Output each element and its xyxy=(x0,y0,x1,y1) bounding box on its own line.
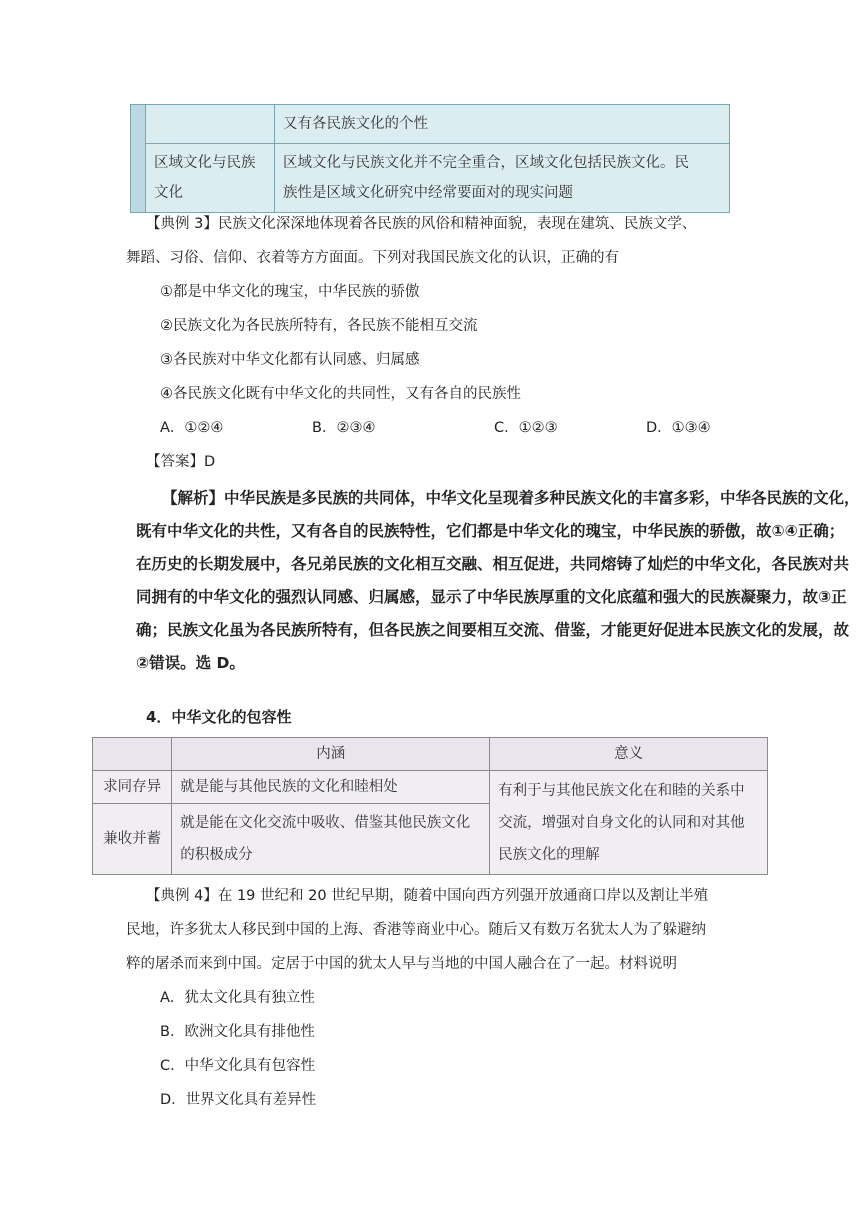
table-row xyxy=(131,144,730,213)
analysis-line: ②错误。选 D。 xyxy=(136,654,245,672)
label-line: 文化 xyxy=(154,185,183,201)
table-cell-content xyxy=(172,804,490,875)
example4-stem-line: 【典例 4】在 19 世纪和 20 世纪早期，随着中国向西方列强开放通商口岸以及割让半殖 xyxy=(146,888,709,904)
content-line: 就是能在文化交流中吸收、借鉴其他民族文化 xyxy=(180,815,471,831)
inclusiveness-table xyxy=(92,737,768,875)
example3-item: ①都是中华文化的瑰宝，中华民族的骄傲 xyxy=(160,284,420,300)
example4-stem-line: 民地，许多犹太人移民到中国的上海、香港等商业中心。随后又有数万名犹太人为了躲避纳 xyxy=(126,922,706,938)
example4-option-a: A．犹太文化具有独立性 xyxy=(160,990,315,1006)
table-cell-label: 求同存异 xyxy=(93,771,172,804)
regional-culture-table xyxy=(130,104,730,213)
content-line: 族性是区域文化研究中经常要面对的现实问题 xyxy=(283,185,573,201)
example3-option-d: D．①③④ xyxy=(646,420,711,436)
table-header-cell: 内涵 xyxy=(172,738,490,771)
table-cell-label: 兼收并蓄 xyxy=(93,804,172,875)
section-title: 4．中华文化的包容性 xyxy=(146,708,292,726)
example3-stem-line: 舞蹈、习俗、信仰、衣着等方方面面。下列对我国民族文化的认识，正确的有 xyxy=(126,250,619,266)
analysis-line: 【解析】中华民族是多民族的共同体，中华文化呈现着多种民族文化的丰富多彩，中华各民族的文化， xyxy=(162,489,860,507)
example3-item: ③各民族对中华文化都有认同感、归属感 xyxy=(160,352,420,368)
example3-item: ②民族文化为各民族所特有，各民族不能相互交流 xyxy=(160,318,478,334)
example4-stem-line: 粹的屠杀而来到中国。定居于中国的犹太人早与当地的中国人融合在了一起。材料说明 xyxy=(126,956,677,972)
content-line: 的积极成分 xyxy=(180,847,253,863)
table-header-cell: 意义 xyxy=(490,738,768,771)
example4-option-d: D．世界文化具有差异性 xyxy=(160,1092,317,1108)
table-header-cell xyxy=(93,738,172,771)
analysis-line: 同拥有的中华文化的强烈认同感、归属感，显示了中华民族厚重的文化底蕴和强大的民族凝聚力，故③正 xyxy=(136,588,847,606)
table-cell-content: 就是能与其他民族的文化和睦相处 xyxy=(172,771,490,804)
table-cell-label xyxy=(146,105,275,144)
analysis-line: 既有中华文化的共性，又有各自的民族特性，它们都是中华文化的瑰宝，中华民族的骄傲，故①④正确； xyxy=(136,522,845,540)
analysis-line: 确；民族文化虽为各民族所特有，但各民族之间要相互交流、借鉴，才能更好促进本民族文化的发展，故 xyxy=(136,621,850,639)
meaning-line: 民族文化的理解 xyxy=(498,846,600,863)
table-row xyxy=(93,771,768,804)
example4-option-c: C．中华文化具有包容性 xyxy=(160,1058,316,1074)
content-line: 区域文化与民族文化并不完全重合，区域文化包括民族文化。民 xyxy=(283,155,689,171)
meaning-line: 有利于与其他民族文化在和睦的关系中 xyxy=(498,782,745,799)
example3-option-c: C．①②③ xyxy=(494,420,558,436)
table-cell-meaning xyxy=(490,771,768,875)
example3-answer: 【答案】D xyxy=(146,454,216,470)
example3-option-a: A．①②④ xyxy=(160,420,224,436)
table-cell-label xyxy=(146,144,275,213)
example3-stem-line: 【典例 3】民族文化深深地体现着各民族的风俗和精神面貌，表现在建筑、民族文学、 xyxy=(146,216,697,232)
example3-option-b: B．②③④ xyxy=(312,420,376,436)
example3-item: ④各民族文化既有中华文化的共同性，又有各自的民族性 xyxy=(160,386,521,402)
label-line: 区域文化与民族 xyxy=(154,155,256,171)
table-header-row xyxy=(93,738,768,771)
table-cell-content xyxy=(275,144,730,213)
table-row xyxy=(131,105,730,144)
example4-option-b: B．欧洲文化具有排他性 xyxy=(160,1024,315,1040)
example3-analysis xyxy=(136,482,860,680)
meaning-line: 交流，增强对自身文化的认同和对其他 xyxy=(498,814,745,831)
table-cell-content: 又有各民族文化的个性 xyxy=(275,105,730,144)
table-side-strip xyxy=(131,105,146,213)
analysis-line: 在历史的长期发展中，各兄弟民族的文化相互交融、相互促进，共同熔铸了灿烂的中华文化，各民族对共 xyxy=(136,555,850,573)
